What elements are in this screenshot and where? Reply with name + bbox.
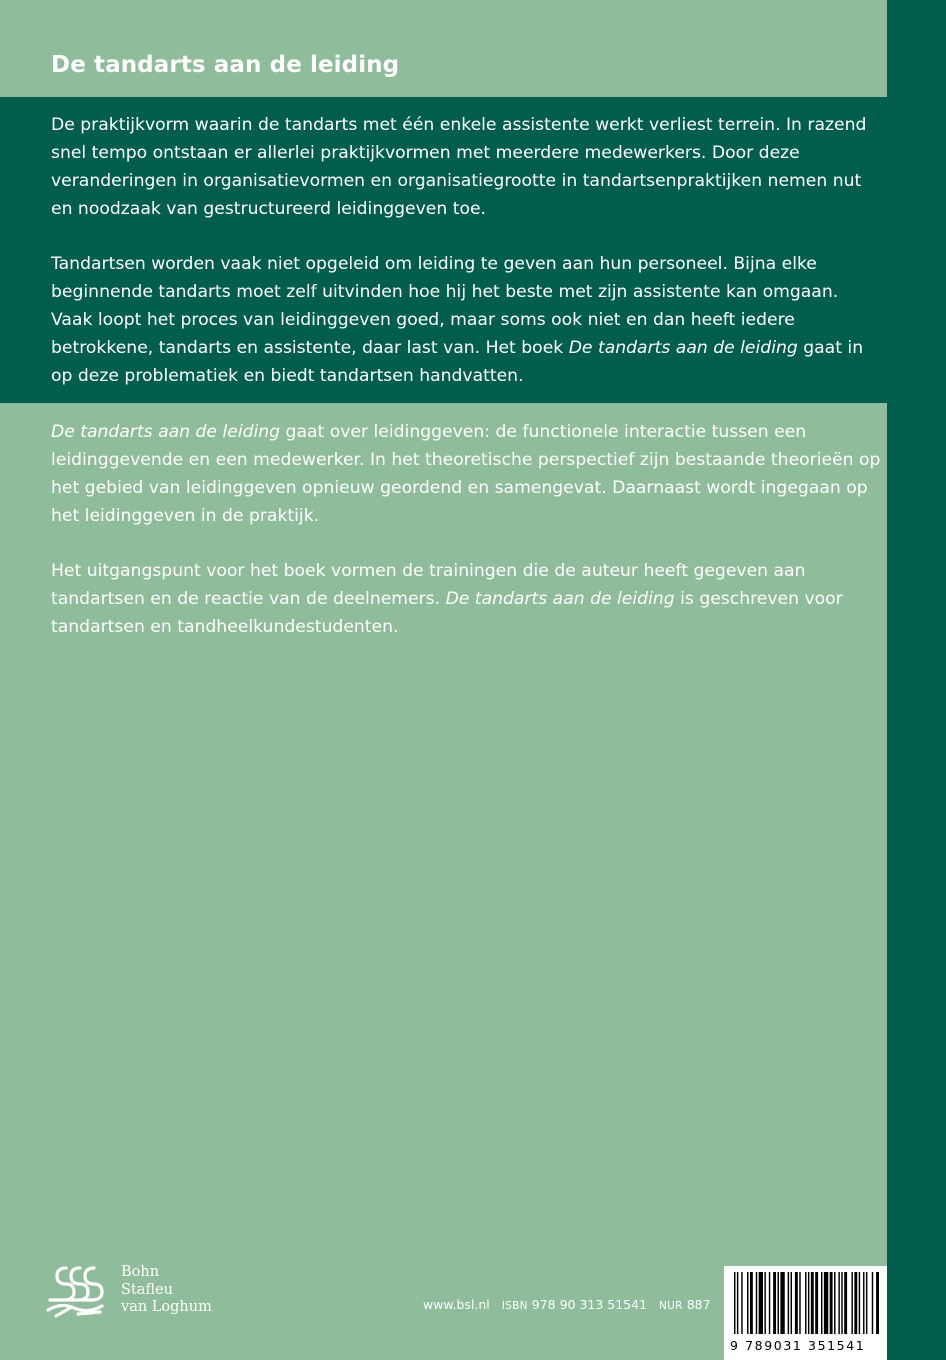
barcode-bar	[841, 1272, 842, 1334]
barcode	[724, 1266, 887, 1360]
barcode-bar	[741, 1272, 742, 1334]
barcode-bar	[854, 1272, 857, 1334]
barcode-bar	[764, 1272, 765, 1334]
paragraph-4-book-title: De tandarts aan de leiding	[445, 589, 675, 610]
nur-label: NUR	[658, 1300, 683, 1312]
publisher-line-1: Bohn	[121, 1264, 160, 1280]
paragraph-3-text: gaat over leidinggeven: de functionele interactie tussen een leidinggevende en een medewerker. In het theoretische perspectief zijn bestaande theorieën op het gebied van leidinggeven opnieuw geordend en samengevat. Daarnaast wordt ingegaan op het leidinggeven in de praktijk.	[51, 422, 881, 527]
barcode-bar	[799, 1272, 800, 1334]
barcode-bar	[830, 1272, 833, 1334]
barcode-bar	[844, 1272, 847, 1334]
paragraph-2	[51, 250, 881, 390]
barcode-bar	[863, 1272, 864, 1334]
barcode-bar	[851, 1272, 852, 1334]
paragraph-4-text-a: Het uitgangspunt voor het boek vormen de trainingen die de auteur heeft gegeven aan tandartsen en de reactie van de deelnemers.	[51, 561, 806, 610]
barcode-bar	[734, 1272, 735, 1334]
barcode-bar	[872, 1272, 873, 1334]
isbn-label: ISBN	[501, 1300, 528, 1312]
barcode-bar	[811, 1272, 814, 1334]
barcode-bar	[769, 1272, 770, 1334]
book-title: De tandarts aan de leiding	[51, 52, 400, 78]
nur-number: 887	[686, 1297, 711, 1312]
barcode-bar	[750, 1272, 753, 1334]
barcode-bar	[821, 1272, 822, 1334]
title-band	[0, 0, 887, 97]
paragraph-3-book-title: De tandarts aan de leiding	[51, 422, 281, 442]
barcode-bar	[747, 1272, 748, 1334]
barcode-bar	[788, 1272, 789, 1334]
barcode-bar	[808, 1272, 809, 1334]
barcode-bar	[773, 1272, 776, 1334]
barcode-bar	[876, 1272, 879, 1334]
publisher-logo-icon	[44, 1262, 114, 1318]
paragraph-4	[51, 557, 881, 641]
barcode-bar	[737, 1272, 738, 1334]
barcode-bar	[866, 1272, 867, 1334]
publisher-line-2: Stafleu	[121, 1281, 173, 1298]
paragraph-3	[51, 418, 881, 530]
barcode-bars-icon	[728, 1272, 883, 1336]
paragraph-4-text-b: is geschreven voor tandartsen en tandheelkundestudenten.	[51, 589, 843, 638]
publisher-name	[121, 1264, 212, 1317]
barcode-digits: 9 789031 351541	[730, 1338, 866, 1353]
paragraph-2-text-b: gaat in op deze problematiek en biedt tandartsen handvatten.	[51, 338, 864, 387]
spine-strip	[887, 0, 946, 1360]
website-link[interactable]: www.bsl.nl	[423, 1297, 490, 1312]
paragraph-2-text-a: Tandartsen worden vaak niet opgeleid om leiding te geven aan hun personeel. Bijna elke beginnende tandarts moet zelf uitvinden hoe hij het beste met zijn assistente kan omgaan. Vaak loopt het proces van leidinggeven goed, maar soms ook niet en dan heeft iedere betrokkene, tandarts en assistente, daar last van. Het boek	[51, 254, 839, 359]
barcode-bar	[824, 1272, 828, 1334]
barcode-bar	[778, 1272, 779, 1334]
publisher-line-3: van Loghum	[121, 1299, 212, 1315]
barcode-bar	[834, 1272, 835, 1334]
barcode-bar	[756, 1272, 757, 1334]
paragraph-2-book-title: De tandarts aan de leiding	[568, 338, 798, 359]
barcode-bar	[759, 1272, 763, 1334]
barcode-bar	[791, 1272, 792, 1334]
paragraph-1	[51, 111, 881, 223]
isbn-line	[423, 1297, 711, 1312]
paragraph-1-text: De praktijkvorm waarin de tandarts met één enkele assistente werkt verliest terrein. In razend snel tempo ontstaan er allerlei praktijkvormen met meerdere medewerkers. Door deze veranderingen in organisatievormen en organisatiegrootte in tandartsenpraktijken nemen nut en noodzaak van gestructureerd leidinggeven toe.	[51, 115, 867, 220]
barcode-bar	[795, 1272, 798, 1334]
barcode-bar	[805, 1272, 806, 1334]
barcode-bar	[815, 1272, 818, 1334]
isbn-number: 978 90 313 51541	[531, 1297, 648, 1312]
barcode-bar	[838, 1272, 839, 1334]
barcode-bar	[780, 1272, 784, 1334]
barcode-bar	[859, 1272, 860, 1334]
